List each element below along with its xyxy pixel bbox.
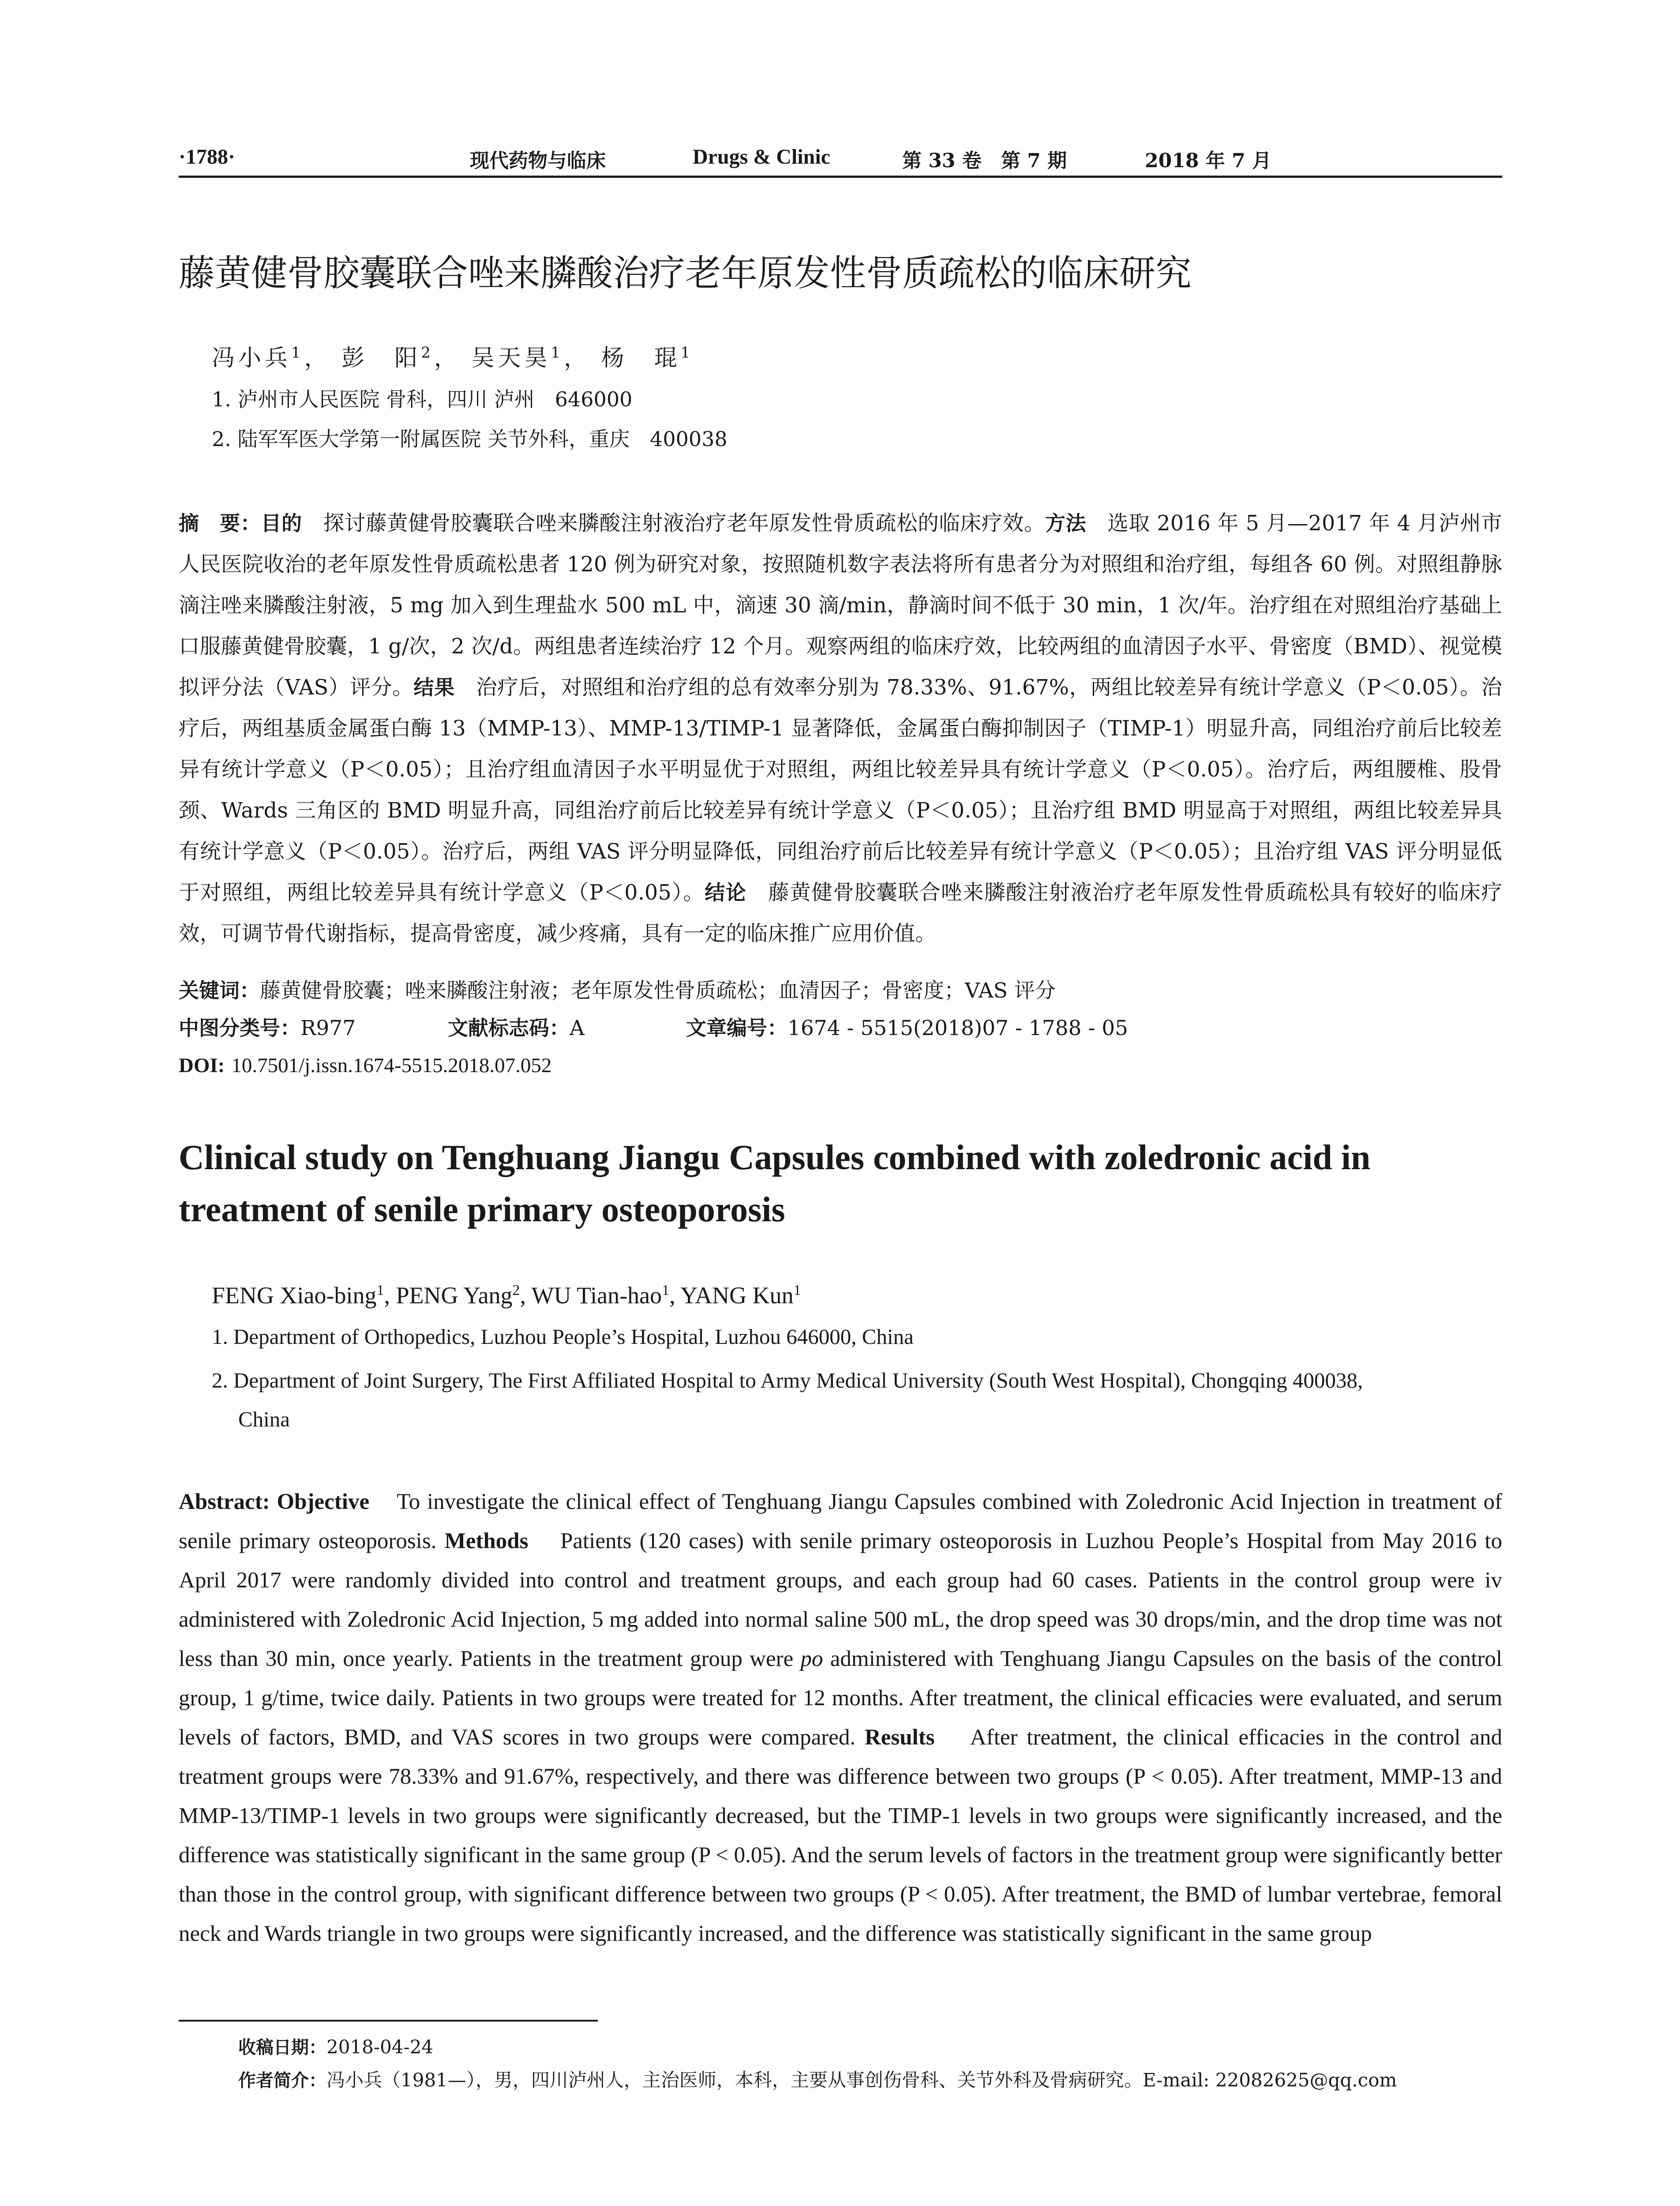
title-cn: 藤黄健骨胶囊联合唑来膦酸治疗老年原发性骨质疏松的临床研究 [179, 252, 1192, 294]
author-bio: 作者简介：冯小兵（1981—），男，四川泸州人，主治医师，本科，主要从事创伤骨科、关节外科及骨病研究。E-mail: 22082625@qq.com [238, 2069, 1397, 2091]
title-en: Clinical study on Tenghuang Jiangu Capsules combined with zoledronic acid in treatment of senile primary osteoporosis [179, 1138, 1371, 1229]
author-en: FENG Xiao-bing$^1$ [212, 1282, 384, 1309]
keywords-label: 关键词： [179, 979, 260, 1002]
affiliation-en-1: 1. Department of Orthopedics, Luzhou People’s Hospital, Luzhou 646000, China [212, 1324, 914, 1349]
results-cn: 治疗后，对照组和治疗组的总有效率分别为 78.33%、91.67%，两组比较差异有统计学意义（P＜0.05）。治疗后，两组基质金属蛋白酶 13（MMP-13）、MMP-13/TIMP-1 显著降低，金属蛋白酶抑制因子（TIMP-1）明显升高，同组治疗前后比较差异有统计学意义（P＜0.05）；且治疗组血清因子水平明显优于对照组，两组比较差异具有统计学意义（P＜0.05）。治疗后，两组腰椎、股骨颈、Wards 三角区的 BMD 明显升高，同组治疗前后比较差异有统计学意义（P＜0.05）；且治疗组 BMD 明显高于对照组，两组比较差异具有统计学意义（P＜0.05）。治疗后，两组 VAS 评分明显降低，同组治疗前后比较差异有统计学意义（P＜0.05）；且治疗组 VAS 评分明显低于对照组，两组比较差异具有统计学意义（P＜0.05）。 [179, 675, 1502, 905]
page-number: ·1788· [179, 145, 236, 169]
keywords-cn [179, 973, 1502, 1009]
author-cn: 杨 琨$^1$ [601, 344, 694, 372]
journal-name-en: Drugs & Clinic [693, 145, 830, 169]
footnote-rule [179, 2020, 598, 2022]
affiliation-cn-1: 1. 泸州市人民医院 骨科，四川 泸州 646000 [212, 387, 633, 411]
abstract-cn-label: 摘 要： [179, 511, 261, 535]
journal-name-cn: 现代药物与临床 [470, 150, 606, 172]
methods-cn-label: 方法 [1045, 511, 1087, 535]
methods-en-po: po [800, 1647, 823, 1671]
authors-cn: 冯小兵$^1$， 彭 阳$^2$， 吴天昊$^1$， 杨 琨$^1$ [212, 344, 694, 372]
clc: 中图分类号：R977 [179, 1016, 356, 1040]
author-en: YANG Kun$^1$ [680, 1282, 801, 1309]
abstract-en-label: Abstract: [179, 1489, 270, 1514]
results-en-label: Results [864, 1725, 935, 1750]
results-cn-label: 结果 [413, 675, 455, 699]
author-en: WU Tian-hao$^1$ [531, 1282, 670, 1309]
volume-issue: 第 33 卷 第 7 期 [902, 150, 1067, 172]
document-code: 文献标志码：A [448, 1016, 585, 1040]
header-rule [179, 176, 1502, 178]
running-header [179, 140, 1502, 176]
abstract-cn [179, 503, 1502, 954]
methods-cn: 选取 2016 年 5 月—2017 年 4 月泸州市人民医院收治的老年原发性骨质疏松患者 120 例为研究对象，按照随机数字表法将所有患者分为对照组和治疗组，每组各 60 例。对照组静脉滴注唑来膦酸注射液，5 mg 加入到生理盐水 500 mL 中，滴速 30 滴/min，静滴时间不低于 30 min，1 次/年。治疗组在对照组治疗基础上口服藤黄健骨胶囊，1 g/次，2 次/d。两组患者连续治疗 12 个月。观察两组的临床疗效，比较两组的血清因子水平、骨密度（BMD）、视觉模拟评分法（VAS）评分。 [179, 511, 1502, 700]
methods-en-label: Methods [444, 1529, 529, 1553]
issue-date: 2018 年 7 月 [1145, 150, 1272, 172]
classification-line [179, 1010, 1502, 1046]
author-cn: 冯小兵$^1$ [212, 344, 304, 372]
keywords-text: 藤黄健骨胶囊；唑来膦酸注射液；老年原发性骨质疏松；血清因子；骨密度；VAS 评分 [260, 979, 1056, 1003]
conclusion-cn-label: 结论 [705, 881, 747, 904]
affiliation-cn-2: 2. 陆军军医大学第一附属医院 关节外科，重庆 400038 [212, 427, 728, 451]
author-en: PENG Yang$^2$ [396, 1282, 520, 1309]
conclusion-cn: 藤黄健骨胶囊联合唑来膦酸注射液治疗老年原发性骨质疏松具有较好的临床疗效，可调节骨代谢指标，提高骨密度，减少疼痛，具有一定的临床推广应用价值。 [179, 881, 1503, 946]
doi-label: DOI: [179, 1054, 225, 1077]
doi-line [179, 1048, 1502, 1083]
article-number: 文章编号：1674 - 5515(2018)07 - 1788 - 05 [686, 1016, 1129, 1040]
objective-cn-label: 目的 [261, 511, 302, 535]
author-cn: 彭 阳$^2$ [341, 344, 434, 372]
authors-en: FENG Xiao-bing$^1$, PENG Yang$^2$, WU Tian-hao$^1$, YANG Kun$^1$ [212, 1282, 801, 1309]
doi-value[interactable]: 10.7501/j.issn.1674-5515.2018.07.052 [231, 1054, 552, 1077]
affiliation-en-2: 2. Department of Joint Surgery, The First Affiliated Hospital to Army Medical University (South West Hospital), Chongqing 400038, China [212, 1368, 1363, 1431]
results-en: After treatment, the clinical efficacies in the control and treatment groups were 78.33% and 91.67%, respectively, and there was difference between two groups (P < 0.05). After treatment, MMP-13 and MMP-13/TIMP-1 levels in two groups were significantly decreased, but the TIMP-1 levels in two groups were significantly increased, and the difference was statistically significant in the same group (P < 0.05). And the serum levels of factors in the treatment group were significantly better than those in the control group, with significant difference between two groups (P < 0.05). After treatment, the BMD of lumbar vertebrae, femoral neck and Wards triangle in two groups were significantly increased, and the difference was statistically significant in the same group [179, 1725, 1503, 1946]
objective-en-label: Objective [277, 1489, 370, 1514]
received-date: 收稿日期：2018-04-24 [238, 2036, 434, 2058]
methods-en-1: Patients (120 cases) with senile primary osteoporosis in Luzhou People’s Hospital from May 2016 to April 2017 were randomly divided into control and treatment groups, and each group had 60 cases. Patients in the control group were iv administered with Zoledronic Acid Injection, 5 mg added into normal saline 500 mL, the drop speed was 30 drops/min, and the drop time was not less than 30 min, once yearly. Patients in the treatment group were [179, 1529, 1503, 1671]
objective-cn: 探讨藤黄健骨胶囊联合唑来膦酸注射液治疗老年原发性骨质疏松的临床疗效。 [323, 511, 1045, 536]
abstract-en [179, 1482, 1502, 1954]
methods-en-2: administered with Tenghuang Jiangu Capsules on the basis of the control group, 1 g/time, twice daily. Patients in two groups were treated for 12 months. After treatment, the clinical efficacies were evaluated, and serum levels of factors, BMD, and VAS scores in two groups were compared. [179, 1647, 1503, 1750]
objective-en: To investigate the clinical effect of Tenghuang Jiangu Capsules combined with Zoledronic Acid Injection in treatment of senile primary osteoporosis. [179, 1489, 1502, 1553]
author-cn: 吴天昊$^1$ [471, 344, 564, 372]
